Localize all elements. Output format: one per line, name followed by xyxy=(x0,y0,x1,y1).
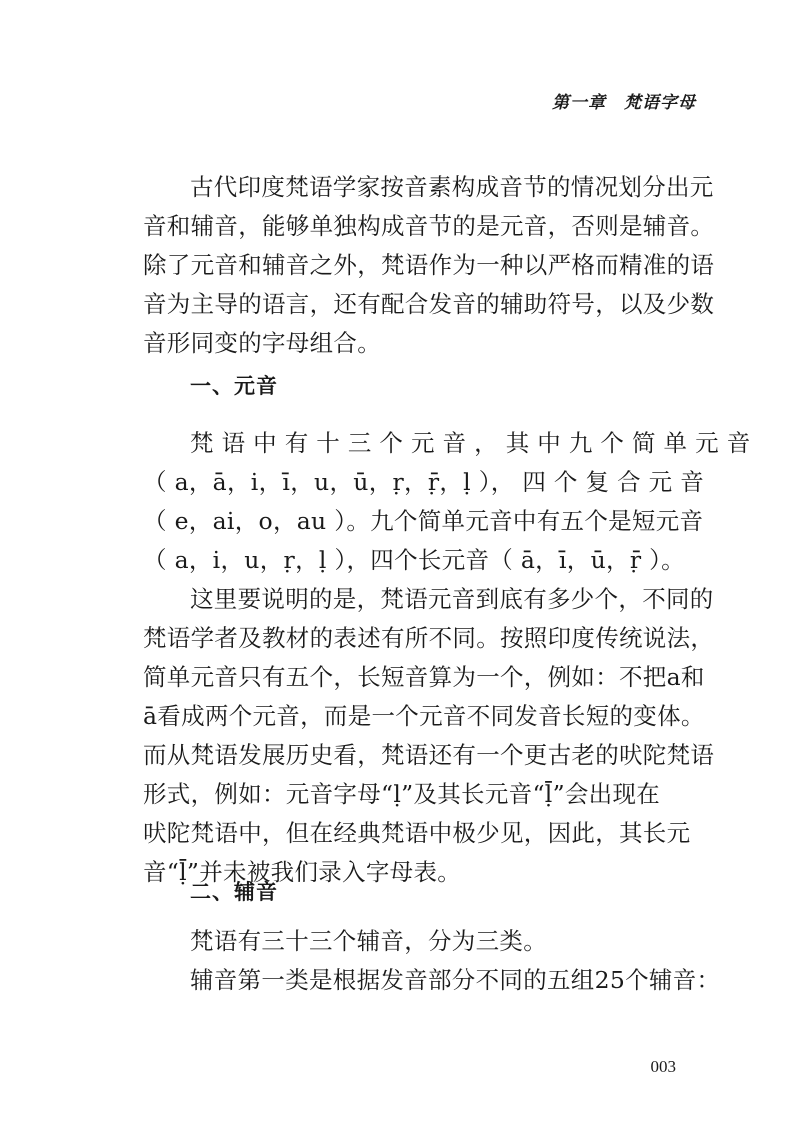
vowels-section-body xyxy=(143,424,751,892)
section-heading-vowels: 一、元音 xyxy=(190,374,278,398)
text-line: 这里要说明的是，梵语元音到底有多少个，不同的 xyxy=(190,585,714,613)
intro-paragraph xyxy=(143,168,715,363)
text-line: 简单元音只有五个，长短音算为一个，例如：不把a和 xyxy=(143,663,705,691)
text-line: （ a，ā，i，ī，u，ū，ṛ，ṝ，ḷ ）， 四 个 复 合 元 音 xyxy=(143,468,705,496)
text-line: 音“ḹ”并未被我们录入字母表。 xyxy=(143,858,462,886)
section-heading-consonants: 二、辅音 xyxy=(190,880,278,904)
text-line: 古代印度梵语学家按音素构成音节的情况划分出元 xyxy=(190,173,714,201)
text-line: 音为主导的语言，还有配合发音的辅助符号，以及少数 xyxy=(143,290,715,318)
text-line: 音形同变的字母组合。 xyxy=(143,329,381,357)
consonants-section-body xyxy=(143,922,721,1000)
text-line: 梵语学者及教材的表述有所不同。按照印度传统说法， xyxy=(143,624,715,652)
text-line: 除了元音和辅音之外，梵语作为一种以严格而精准的语 xyxy=(143,251,715,279)
running-head: 第一章 梵语字母 xyxy=(552,93,696,113)
page-number: 003 xyxy=(650,1057,676,1076)
text-line: 梵 语 中 有 十 三 个 元 音 ， 其 中 九 个 简 单 元 音 xyxy=(190,429,751,457)
text-line: 梵语有三十三个辅音，分为三类。 xyxy=(190,927,547,955)
text-line: （ a，i，u，ṛ，ḷ ），四个长元音（ ā，ī，ū，ṝ ）。 xyxy=(143,546,685,574)
text-line: 吠陀梵语中，但在经典梵语中极少见，因此，其长元 xyxy=(143,819,691,847)
text-line: 形式，例如：元音字母“ḷ”及其长元音“ḹ”会出现在 xyxy=(143,780,661,808)
text-line: ā看成两个元音，而是一个元音不同发音长短的变体。 xyxy=(143,702,705,730)
text-line: 音和辅音，能够单独构成音节的是元音，否则是辅音。 xyxy=(143,212,715,240)
text-line: 辅音第一类是根据发音部分不同的五组25个辅音： xyxy=(190,966,721,994)
text-line: （ e，ai，o，au ）。九个简单元音中有五个是短元音 xyxy=(143,507,704,535)
text-line: 而从梵语发展历史看，梵语还有一个更古老的吠陀梵语 xyxy=(143,741,715,769)
